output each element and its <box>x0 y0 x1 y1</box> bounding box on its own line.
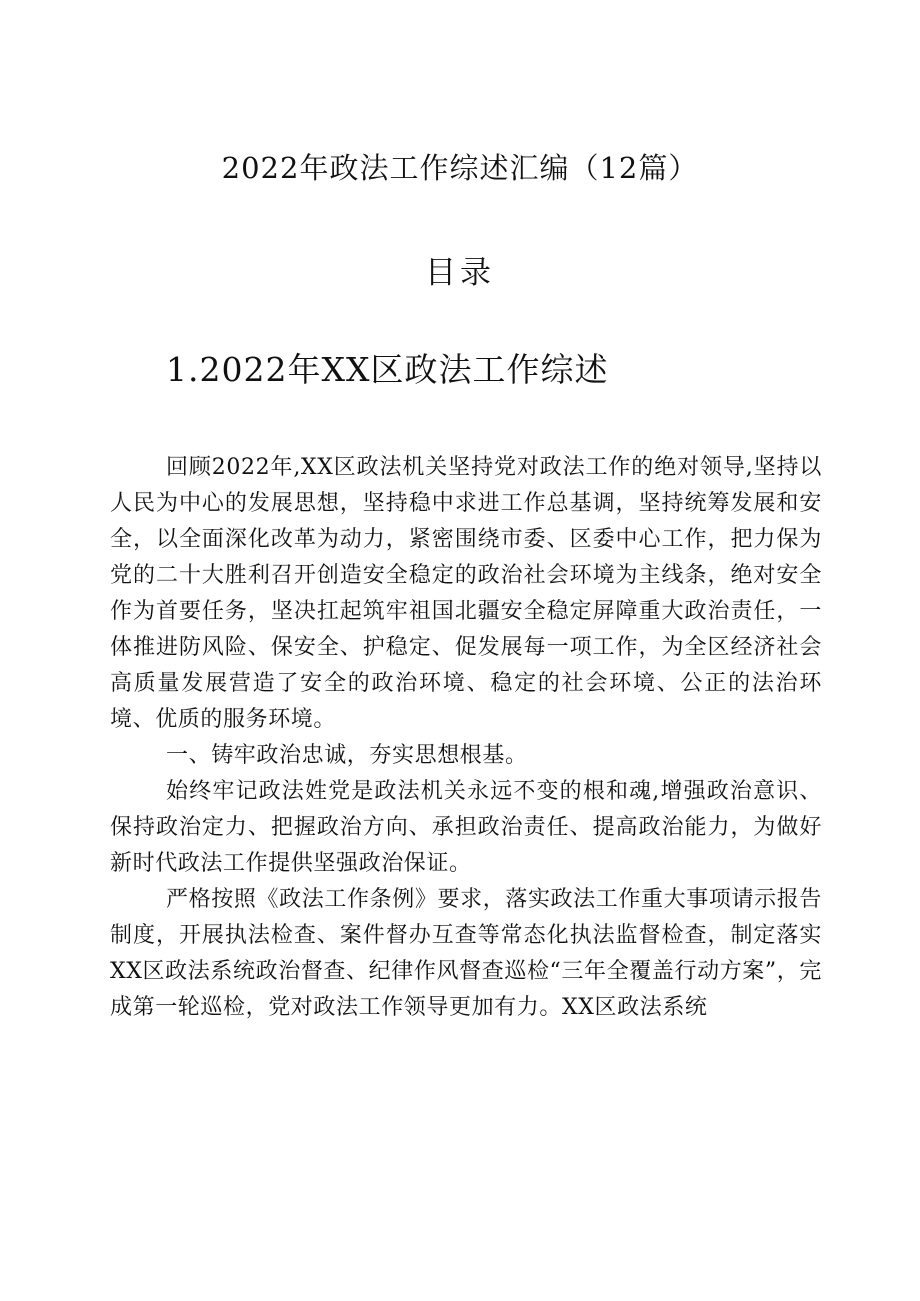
document-title: 2022年政法工作综述汇编（12篇） <box>221 151 699 185</box>
paragraph: 一、铸牢政治忠诚，夯实思想根基。 <box>166 743 528 768</box>
toc-heading: 目录 <box>425 255 495 291</box>
paragraph: 回顾2022年,XX区政法机关坚持党对政法工作的绝对领导,坚持以人民为中心的发展思想，坚持稳中求进工作总基调，坚持统筹发展和安全，以全面深化改革为动力，紧密围绕市委、区委中心工作，把力保为党的二十大胜利召开创造安全稳定的政治社会环境为主线条，绝对安全作为首要任务，坚决扛起筑牢祖国北疆安全稳定屏障重大政治责任，一体推进防风险、保安全、护稳定、促发展每一项工作，为全区经济社会高质量发展营造了安全的政治环境、稳定的社会环境、公正的法治环境、优质的服务环境。 <box>110 455 822 732</box>
paragraph: 严格按照《政法工作条例》要求，落实政法工作重大事项请示报告制度，开展执法检查、案件督办互查等常态化执法监督检查，制定落实XX区政法系统政治督查、纪律作风督查巡检“三年全覆盖行动方案”，完成第一轮巡检，党对政法工作领导更加有力。XX区政法系统 <box>110 887 822 1020</box>
body-text <box>110 450 822 1026</box>
paragraph: 始终牢记政法姓党是政法机关永远不变的根和魂,增强政治意识、保持政治定力、把握政治方向、承担政治责任、提高政治能力，为做好新时代政法工作提供坚强政治保证。 <box>110 779 822 876</box>
section-title: 1.2022年XX区政法工作综述 <box>166 350 609 389</box>
